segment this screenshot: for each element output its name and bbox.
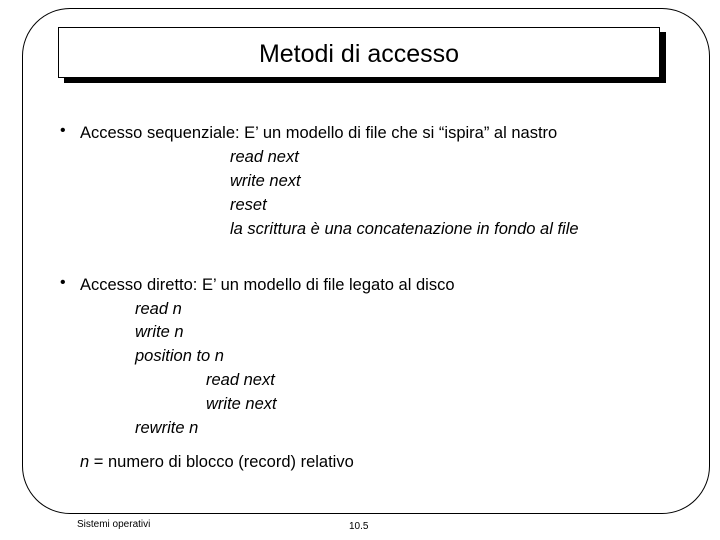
sequential-op-append-note: la scrittura è una concatenazione in fondo al file — [230, 220, 579, 238]
title-box — [58, 27, 660, 78]
direct-heading: Accesso diretto: E’ un modello di file legato al disco — [80, 276, 455, 294]
bullet-sequential: • — [60, 122, 66, 139]
note-variable: n — [80, 453, 90, 471]
sequential-op-reset: reset — [230, 196, 267, 214]
footer-page-number: 10.5 — [349, 521, 369, 532]
footer-course: Sistemi operativi — [77, 519, 151, 530]
direct-op-write-n: write n — [135, 323, 184, 341]
direct-op-rewrite-n: rewrite n — [135, 419, 199, 437]
direct-op-read-n: read n — [135, 300, 182, 318]
bullet-direct: • — [60, 274, 66, 291]
direct-subop-read-next: read next — [206, 371, 275, 389]
sequential-op-write-next: write next — [230, 172, 301, 190]
direct-op-position-to-n: position to n — [135, 347, 224, 365]
direct-subop-write-next: write next — [206, 395, 277, 413]
sequential-heading: Accesso sequenziale: E’ un modello di file che si “ispira” al nastro — [80, 124, 558, 142]
sequential-op-read-next: read next — [230, 148, 299, 166]
slide-frame — [22, 8, 710, 514]
block-number-note — [80, 452, 354, 472]
slide-title: Metodi di accesso — [258, 40, 460, 68]
note-text: = numero di blocco (record) relativo — [89, 453, 354, 471]
